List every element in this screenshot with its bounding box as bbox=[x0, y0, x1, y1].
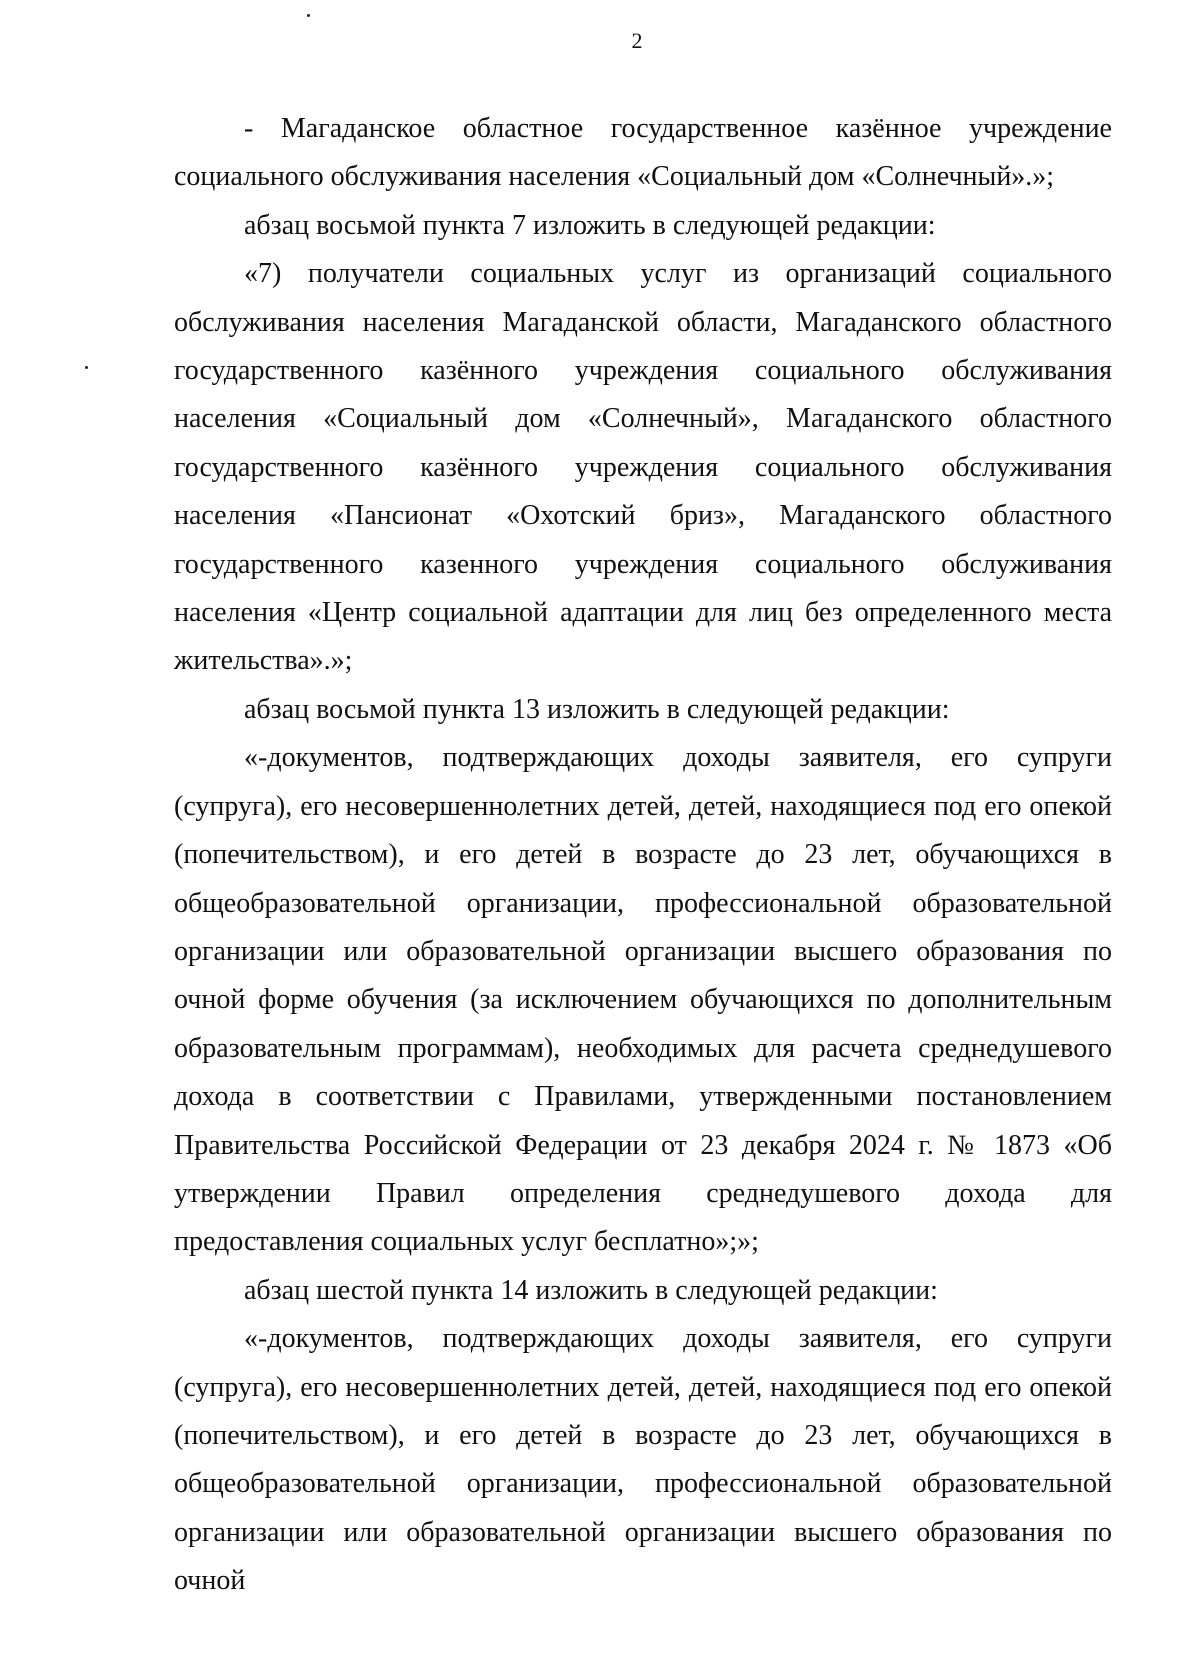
scan-speck bbox=[85, 366, 88, 369]
paragraph-point-14-text: «-документов, подтверждающих доходы заявителя, его супруги (супруга), его несовершеннолетних детей, детей, находящиеся под его опекой (попечительством), и его детей в возрасте до 23 лет, обучающихся в общеобразовательной организации, профессиональной образовательной организации или образовательной организации высшего образования по очной bbox=[174, 1323, 1112, 1597]
scan-speck bbox=[307, 14, 310, 17]
page-number: 2 bbox=[631, 28, 643, 53]
paragraph-point-13-text: «-документов, подтверждающих доходы заявителя, его супруги (супруга), его несовершеннолетних детей, детей, находящиеся под его опекой (попечительством), и его детей в возрасте до 23 лет, обучающихся в общеобразовательной организации, профессиональной образовательной организации или образовательной организации высшего образования по очной форме обучения (за исключением обучающихся по дополнительным образовательным программам), необходимых для расчета среднедушевого дохода в соответствии с Правилами, утвержденными постановлением Правительства Российской Федерации от 23 декабря 2024 г. № 1873 «Об утверждении Правил определения среднедушевого дохода для предоставления социальных услуг бесплатно»;»; bbox=[174, 742, 1112, 1258]
document-body bbox=[174, 105, 1112, 1606]
paragraph-point-7-text: «7) получатели социальных услуг из организаций социального обслуживания населения Магаданской области, Магаданского областного государственного казённого учреждения социального обслуживания населения «Социальный дом «Солнечный», Магаданского областного государственного казённого учреждения социального обслуживания населения «Пансионат «Охотский бриз», Магаданского областного государственного казенного учреждения социального обслуживания населения «Центр социальной адаптации для лиц без определенного места жительства».»; bbox=[174, 258, 1112, 677]
paragraph-amendment-point-7: абзац восьмой пункта 7 изложить в следующей редакции: bbox=[244, 209, 936, 241]
paragraph-amendment-point-14: абзац шестой пункта 14 изложить в следующей редакции: bbox=[244, 1274, 938, 1306]
paragraph-amendment-point-13: абзац восьмой пункта 13 изложить в следующей редакции: bbox=[244, 693, 950, 725]
paragraph-institution-item: - Магаданское областное государственное казённое учреждение социального обслуживания населения «Социальный дом «Солнечный».»; bbox=[174, 113, 1112, 193]
